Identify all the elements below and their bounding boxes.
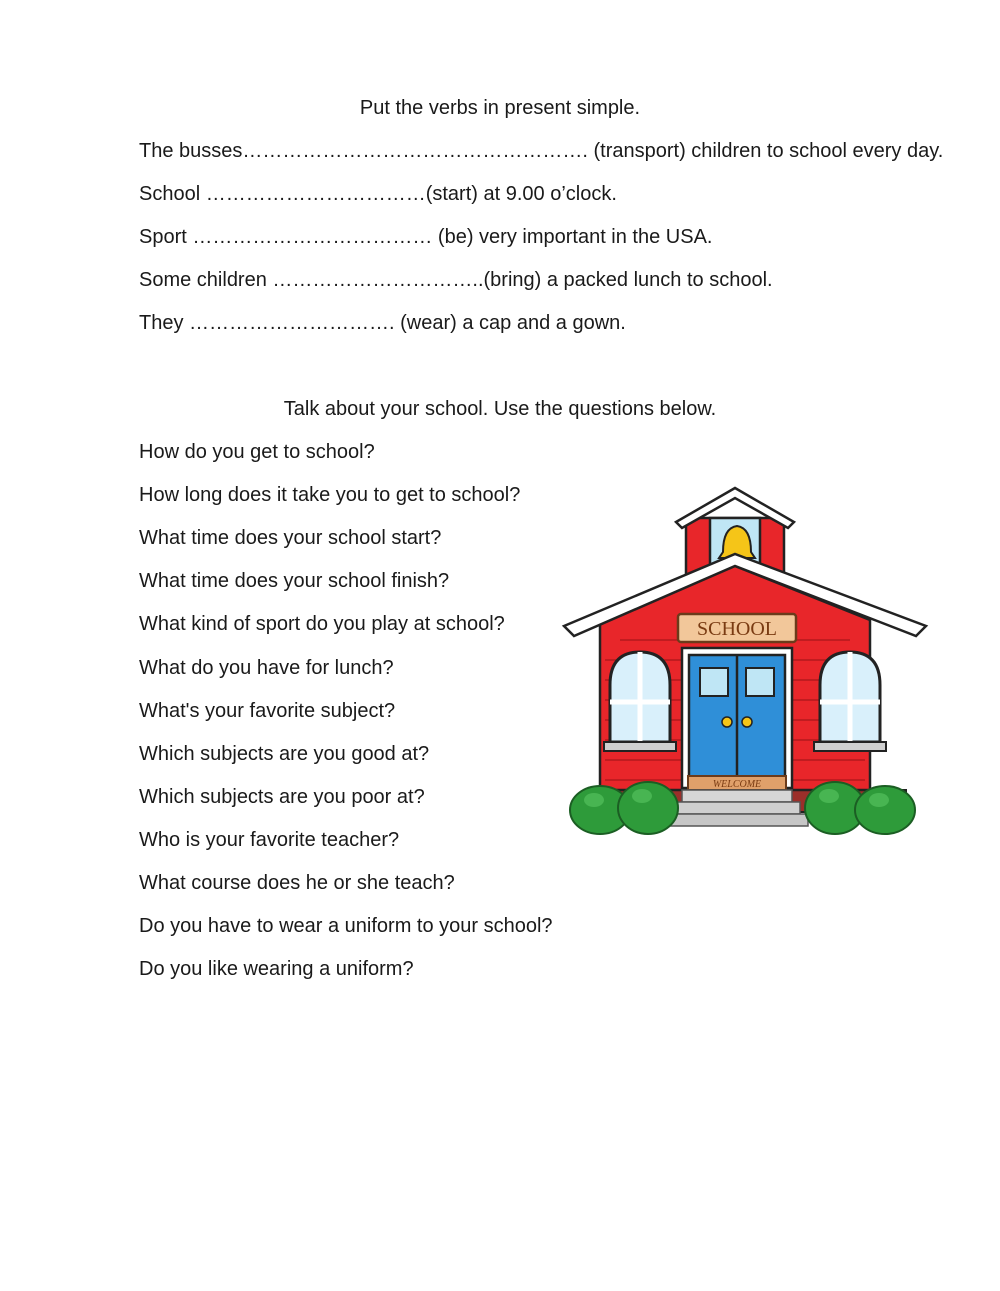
sentence-1: The busses……………………………………………. (transport) children to school every day. — [139, 140, 944, 162]
question-3: What time does your school start? — [139, 527, 442, 549]
bush-left-2 — [618, 782, 678, 834]
exercise2-title: Talk about your school. Use the questions below. — [283, 398, 717, 420]
right-window — [814, 652, 886, 751]
sentence-3: Sport ……………………………… (be) very important in the USA. — [139, 226, 713, 248]
door-knob-left — [722, 717, 732, 727]
sentence-2: School ……………………………(start) at 9.00 o’clock. — [139, 183, 617, 205]
left-window — [604, 652, 676, 751]
schoolhouse-illustration — [560, 480, 930, 860]
question-5: What kind of sport do you play at school? — [139, 613, 505, 635]
sentence-5: They …………………………. (wear) a cap and a gown. — [139, 312, 626, 334]
question-8: Which subjects are you good at? — [139, 743, 430, 765]
front-steps — [666, 776, 808, 826]
school-sign — [678, 614, 796, 642]
question-4: What time does your school finish? — [139, 570, 450, 592]
question-2: How long does it take you to get to school? — [139, 484, 521, 506]
double-door — [682, 648, 792, 788]
question-7: What's your favorite subject? — [139, 700, 396, 722]
question-9: Which subjects are you poor at? — [139, 786, 425, 808]
question-6: What do you have for lunch? — [139, 657, 394, 679]
question-13: Do you like wearing a uniform? — [139, 958, 414, 980]
sign-text: SCHOOL — [696, 618, 778, 640]
question-10: Who is your favorite teacher? — [139, 829, 400, 851]
door-knob-right — [742, 717, 752, 727]
question-11: What course does he or she teach? — [139, 872, 455, 894]
bush-right-2 — [855, 786, 915, 834]
welcome-mat-text: WELCOME — [712, 779, 762, 790]
exercise1-title: Put the verbs in present simple. — [359, 97, 641, 119]
question-12: Do you have to wear a uniform to your school? — [139, 915, 553, 937]
sentence-4: Some children …………………………..(bring) a packed lunch to school. — [139, 269, 773, 291]
question-1: How do you get to school? — [139, 441, 375, 463]
